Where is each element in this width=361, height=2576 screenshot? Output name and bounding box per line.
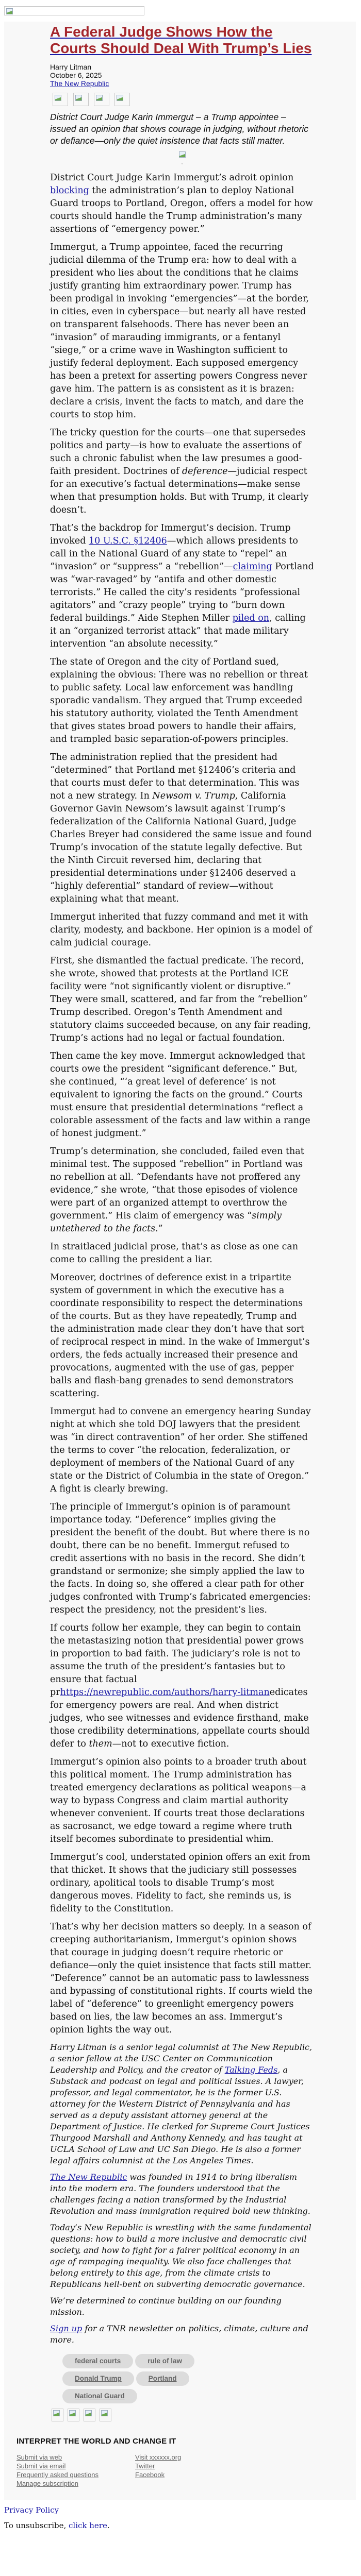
article-body [50,172,314,2037]
paragraph-text: Immergut inherited that fuzzy command and met it with clarity, modesty, and backbone. Her opinion is a model of calm judicial courage. [50,912,313,948]
footer-link[interactable]: Frequently asked questions [17,2471,99,2479]
author-bio [50,2042,314,2346]
body-paragraph [50,656,314,746]
hero-caption: , [181,160,183,165]
inline-link[interactable]: Talking Feds [224,2065,278,2075]
share-icons-top [53,93,314,106]
paragraph-text: .” [155,1224,163,1234]
inline-link[interactable]: The New Republic [50,2172,127,2182]
tag-list [62,2354,196,2403]
paragraph-text: The administration replied that the president had “determined” that Portland met §12406’s criteria and that courts must defer to that determination. This was not a new strategy. In [50,752,300,801]
footer [17,2437,356,2488]
paragraph-text: Today’s New Republic is wrestling with the same fundamental questions: how to build a more inclusive and democratic civil society, and how to fight for a fairer political economy in an age of rampaging inequality. We also face challenges that belong entirely to this age, from the climate crisis to Republicans hell-bent on subverting democratic governance. [50,2223,311,2289]
footer-link[interactable]: Facebook [135,2471,165,2479]
body-paragraph [50,241,314,421]
paragraph-text: The principle of Immergut’s opinion is of paramount importance today. “Deference” implies giving the president the benefit of the doubt. But where there is no doubt, there can be no benefit. Immergut refused to credit assertions with no basis in the record. She didn’t grandstand or sermonize; she simply applied the law to the facts. In doing so, she offered a clear path for other judges confronted with Trump’s fabricated emergencies: respect the presidency, not the president’s lies. [50,1502,311,1615]
bio-paragraph [50,2323,314,2346]
paragraph-text: was founded in 1914 to bring liberalism into the modern era. The founders understood that the challenges facing a nation transformed by the Industrial Revolution and mass immigration required bold new thinking. [50,2172,310,2216]
bio-paragraph [50,2222,314,2290]
body-paragraph [50,955,314,1045]
inline-link[interactable]: piled on [232,613,270,623]
twitter-icon[interactable] [68,2409,79,2421]
paragraph-text: The tricky question for the courts—one that supersedes politics and party—is how to evaluate the assertions of such a chronic fabulist when the law presumes a good-faith president. Doctrines of [50,428,306,477]
header-banner-image [4,6,144,15]
body-paragraph [50,1405,314,1496]
body-paragraph [50,1501,314,1617]
unsubscribe-link[interactable]: click here [69,2521,107,2530]
publish-date: October 6, 2025 [50,71,102,79]
bio-paragraph [50,2295,314,2318]
byline [50,63,314,88]
footer-link[interactable]: Submit via web [17,2453,62,2461]
paragraph-text: edicates for emergency powers are real. And when district judges, who see witnesses and evidence firsthand, make those credibility determinations, appellate courts should defer to [50,1687,310,1749]
publication-link[interactable]: The New Republic [50,79,109,88]
body-paragraph [50,751,314,906]
footer-links-left [17,2453,135,2488]
email-icon[interactable] [84,2409,95,2421]
bio-paragraph [50,2042,314,2166]
emphasis-text: them [89,1739,112,1749]
body-paragraph [50,522,314,651]
body-paragraph [50,1241,314,1266]
paragraph-text: If courts follow her example, they can begin to contain the metastasizing notion that presidential power grows in proportion to bad faith. The judiciary’s role is not to assume the truth of the president’s fantasies but to ensure that factual pr [50,1623,304,1698]
tag-national-guard[interactable]: National Guard [62,2389,137,2403]
share-icon[interactable] [114,93,130,106]
paragraph-text: That’s the backdrop for Immergut’s decision. Trump invoked [50,523,291,546]
unsubscribe-suffix: . [107,2521,110,2530]
tag-portland[interactable]: Portland [136,2371,189,2386]
footer-link[interactable]: Submit via email [17,2462,66,2470]
paragraph-text: , calling it an “organized terrorist attack” that made military intervention “an absolute necessity.” [50,613,306,649]
bio-paragraph [50,2172,314,2217]
body-paragraph [50,1921,314,2037]
hero-image [50,151,314,166]
body-paragraph [50,427,314,517]
paragraph-text: —which allows presidents to call in the National Guard of any state to “repel” an “invasion” or “suppress” a “rebellion”— [50,536,298,572]
paragraph-text: In straitlaced judicial prose, that’s as close as one can come to calling the president a liar. [50,1242,299,1265]
paragraph-text: First, she dismantled the factual predicate. The record, she wrote, showed that protests at the Portland ICE facility were “not significantly violent or disruptive.” They were small, scattered, and far from the “rebellion” Trump described. Oregon’s Tenth Amendment and statutory claims succeeded because, on any fair reading, Trump’s actions had no legal or factual foundation. [50,956,311,1043]
paragraph-text: for a TNR newsletter on politics, climate, culture and more. [50,2324,308,2345]
email-icon[interactable] [94,93,109,106]
paragraph-text: We’re determined to continue building on our founding mission. [50,2296,282,2317]
inline-link[interactable]: Sign up [50,2324,83,2333]
footer-links-right [135,2453,254,2488]
author: Harry Litman [50,63,92,71]
paragraph-text: Moreover, doctrines of deference exist in a tripartite system of government in which the executive has a coordinate responsibility to respect the determinations of the courts. But as they have repeatedly, Trump and the administration made clear they don’t have that sort of reciprocal respect in mind. In the wake of Immergut’s orders, the feds actually increased their presence and provocations, augmented with the use of gas, pepper balls and flash-bang grenades to send demonstrators scattering. [50,1273,310,1399]
paragraph-text: Immergut had to convene an emergency hearing Sunday night at which she told DOJ lawyers that the president was “in direct contravention” of her order. She stiffened the terms to cover “the relocation, federalization, or deployment of members of the National Guard of any state or the District of Columbia in the state of Oregon.” A fight is clearly brewing. [50,1406,311,1494]
legal-footer [4,2505,361,2530]
inline-link[interactable]: https://newrepublic.com/authors/harry-litman [60,1687,270,1698]
broken-image-icon [6,8,13,14]
facebook-icon[interactable] [53,93,68,106]
tag-rule-of-law[interactable]: rule of law [135,2354,194,2368]
paragraph-text: Portland was “war-ravaged” by “antifa and other domestic terrorists.” He called the city’s residents “professional agitators” and “crazy people” trying to “burn down federal buildings.” Aide Stephen Miller [50,562,314,623]
article-panel [4,22,356,2500]
paragraph-text: Then came the key move. Immergut acknowledged that courts owe the president “significant deference.” But, she continued, “‘a great level of deference’ is not equivalent to ignoring the facts on the ground.” Courts must ensure that presidential determinations “reflect a colorable assessment of the facts and law within a range of honest judgment.” [50,1051,310,1139]
body-paragraph [50,172,314,236]
tag-federal-courts[interactable]: federal courts [62,2354,133,2368]
paragraph-text: District Court Judge Karin Immergut’s adroit opinion [50,173,294,183]
facebook-icon[interactable] [52,2409,63,2421]
paragraph-text: —judicial respect for an executive’s factual determinations—make sense when that presumption holds. But with Trump, it clearly doesn’t. [50,466,309,515]
paragraph-text: , California Governor Gavin Newsom’s lawsuit against Trump’s federalization of the California National Guard, Judge Charles Breyer had considered the same issue and found Trump’s invocation of the statute legally defective. But the Ninth Circuit reversed him, declaring that presidential determinations under §12406 deserved a “highly deferential” standard of review—without explaining what that meant. [50,791,312,904]
inline-link[interactable]: claiming [233,562,272,572]
body-paragraph [50,1622,314,1751]
paragraph-text: the administration’s plan to deploy National Guard troops to Portland, Oregon, offers a model for how courts should handle the Trump administration’s many assertions of “emergency power.” [50,185,313,234]
footer-link[interactable]: Visit xxxxxx.org [135,2453,182,2461]
share-icon[interactable] [100,2409,111,2421]
body-paragraph [50,1272,314,1400]
emphasis-text: Newsom v. Trump [152,791,235,801]
emphasis-text: deference [182,466,228,477]
paragraph-text: Trump’s determination, she concluded, failed even that minimal test. The supposed “rebellion” in Portland was no rebellion at all. “Defendants have not proffered any evidence,” she wrote, “that those episodes of violence were part of an organized attempt to overthrow the government.” His claim of emergency was “ [50,1146,304,1221]
footer-heading: INTERPRET THE WORLD AND CHANGE IT [17,2437,176,2446]
twitter-icon[interactable] [73,93,89,106]
tag-donald-trump[interactable]: Donald Trump [62,2371,134,2386]
footer-link[interactable]: Twitter [135,2462,155,2470]
paragraph-text: Immergut, a Trump appointee, faced the recurring judicial dilemma of the Trump era: how to deal with a president who lies about the conditions that he claims justify granting him extraordinary power. Trump has been prodigal in invoking “emergencies”—at the border, in cities, even in cyberspace—but nearly all have rested on transparent falsehoods. There has never been an “invasion” of marauding immigrants, or a fentanyl “siege,” or a crime wave in Washington sufficient to justify federal deployment. Each supposed emergency has been a pretext for asserting powers Congress never gave him. The pattern is as consistent as it is brazen: declare a crisis, invent the facts to match, and dare the courts to stop him. [50,242,309,420]
emphasis-text: simply untethered to the facts [50,1211,282,1234]
footer-link[interactable]: Manage subscription [17,2480,78,2487]
body-paragraph [50,911,314,950]
paragraph-text: That’s why her decision matters so deeply. In a season of creeping authoritarianism, Immergut’s opinion shows that courage in judging doesn’t require rhetoric or defiance—only the quiet insistence that facts still matter. “Deference” cannot be an automatic pass to lawlessness and bypassing of constitutional rights. If courts wield the label of “deference” to greenlight emergency powers based on lies, the law becomes an ass. Immergut’s opinion lights the way out. [50,1922,313,2035]
article-title-link[interactable]: A Federal Judge Shows How the Courts Should Deal With Trump’s Lies [50,24,312,56]
broken-image-icon [178,151,186,158]
share-icons-bottom [52,2409,314,2421]
paragraph-text: , a Substack and podcast on legal and political issues. A lawyer, professor, and legal commentator, he is the former U.S. attorney for the Western District of Pennsylvania and has served as a deputy assistant attorney general at the Department of Justice. He clerked for Supreme Court Justices Thurgood Marshall and Anthony Kennedy, and has taught at UCLA School of Law and UC San Diego. He is also a former legal affairs columnist at the Los Angeles Times. [50,2065,310,2165]
paragraph-text: Immergut’s cool, understated opinion offers an exit from that thicket. It shows that the judiciary still possesses ordinary, apolitical tools to disable Trump’s most dangerous moves. Fidelity to fact, she reminds us, is fidelity to the Constitution. [50,1852,310,1914]
paragraph-text: —not to executive fiction. [112,1739,229,1749]
privacy-policy-link[interactable]: Privacy Policy [4,2505,59,2515]
inline-link[interactable]: 10 U.S.C. §12406 [89,536,167,546]
paragraph-text: Immergut’s opinion also points to a broader truth about this political moment. The Trump administration has treated emergency declarations as political weapons—a way to bypass Congress and claim martial authority whenever convenient. If courts treat those declarations as sacrosanct, we edge toward a regime where truth itself becomes subordinate to presidential whim. [50,1757,307,1844]
body-paragraph [50,1756,314,1846]
paragraph-text: Harry Litman is a senior legal columnist at The New Republic, a senior fellow at the USC Center on Communication Leadership and Policy, and the creator of [50,2042,313,2075]
body-paragraph [50,1851,314,1916]
body-paragraph [50,1050,314,1140]
article-dek: District Court Judge Karin Immergut – a Trump appointee – issued an opinion that shows courage in judging, without rhetoric or defiance—only the quiet insistence that facts still matter. [50,112,309,146]
unsubscribe-text: To unsubscribe, [4,2521,69,2530]
paragraph-text: The state of Oregon and the city of Portland sued, explaining the obvious: There was no rebellion or threat to public safety. Local law enforcement was handling sporadic vandalism. They argued that Trump exceeded his statutory authority, violated the Tenth Amendment that gives states broad powers to handle their affairs, and trampled basic separation-of-powers principles. [50,657,308,744]
body-paragraph [50,1145,314,1235]
inline-link[interactable]: blocking [50,185,89,196]
